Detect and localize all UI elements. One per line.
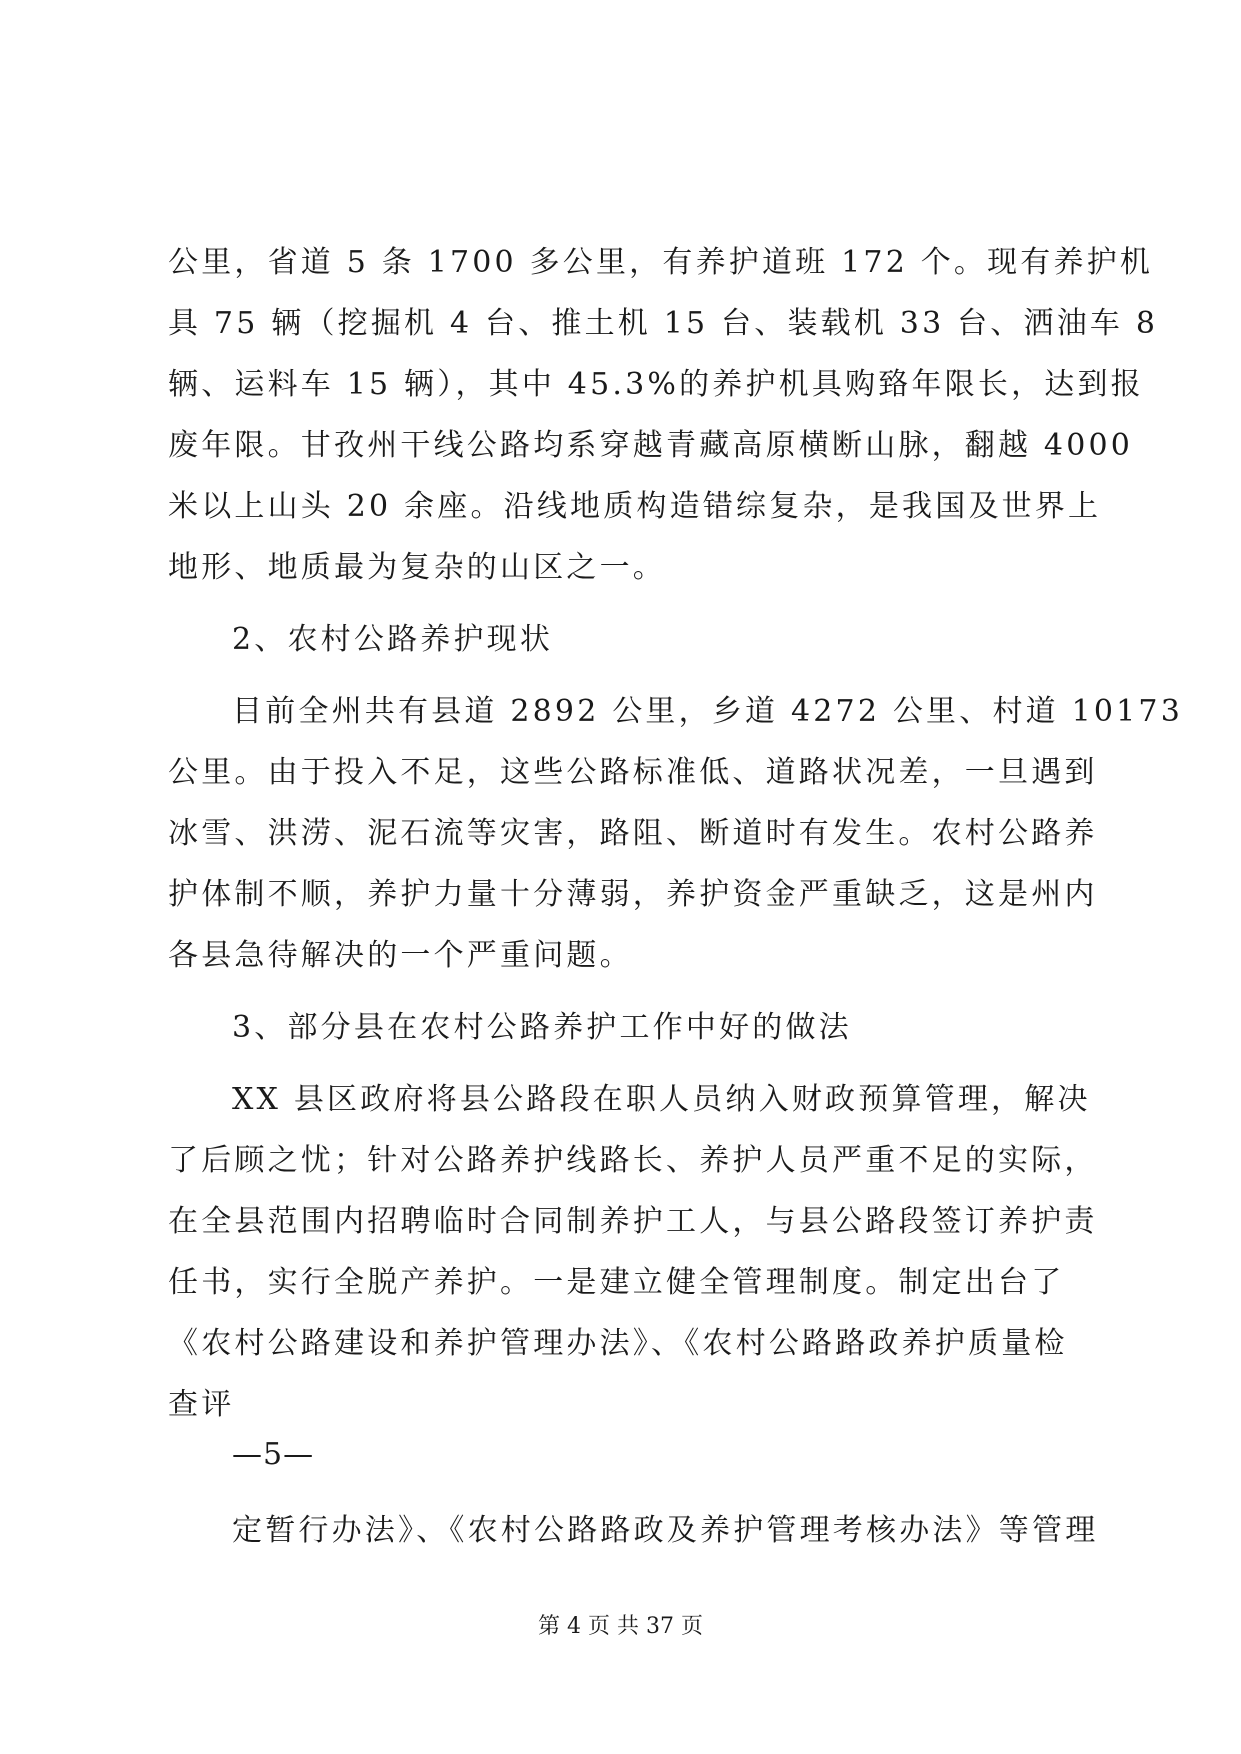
body-text — [168, 232, 1184, 1435]
text-line: 护体制不顺，养护力量十分薄弱，养护资金严重缺乏，这是州内 — [168, 877, 1098, 912]
text-line: 具 75 辆（挖掘机 4 台、推土机 15 台、装载机 33 台、洒油车 8 — [168, 306, 1159, 341]
page-footer: 第 4 页 共 37 页 — [538, 1614, 703, 1639]
text-line: 查评 — [168, 1387, 235, 1422]
text-line: 废年限。甘孜州干线公路均系穿越青藏高原横断山脉，翻越 4000 — [168, 428, 1134, 463]
text-line: 冰雪、洪涝、泥石流等灾害，路阻、断道时有发生。农村公路养 — [168, 816, 1098, 851]
text-line: XX 县区政府将县公路段在职人员纳入财政预算管理，解决 — [232, 1082, 1091, 1117]
text-line: 目前全州共有县道 2892 公里，乡道 4272 公里、村道 10173 — [232, 694, 1184, 729]
text-line: 各县急待解决的一个严重问题。 — [168, 938, 633, 973]
section-heading-3: 3、部分县在农村公路养护工作中好的做法 — [232, 1010, 852, 1045]
text-line: 公里。由于投入不足，这些公路标准低、道路状况差，一旦遇到 — [168, 755, 1098, 790]
text-line: 辆、运料车 15 辆），其中 45.3%的养护机具购臵年限长，达到报 — [168, 367, 1144, 402]
text-line: 任书，实行全脱产养护。一是建立健全管理制度。制定出台了 — [168, 1265, 1065, 1300]
text-line: 在全县范围内招聘临时合同制养护工人，与县公路段签订养护责 — [168, 1204, 1098, 1239]
text-line: 米以上山头 20 余座。沿线地质构造错综复杂，是我国及世界上 — [168, 489, 1102, 524]
text-line: 了后顾之忧；针对公路养护线路长、养护人员严重不足的实际， — [168, 1143, 1098, 1178]
text-line: 地形、地质最为复杂的山区之一。 — [168, 550, 666, 585]
text-line: 《农村公路建设和养护管理办法》、《农村公路路政养护质量检 — [168, 1326, 1068, 1361]
text-line: 公里，省道 5 条 1700 多公里，有养护道班 172 个。现有养护机 — [168, 245, 1154, 280]
inline-page-number: —5— — [232, 1437, 315, 1472]
section-heading-2: 2、农村公路养护现状 — [232, 622, 554, 657]
continuation-line: 定暂行办法》、《农村公路路政及养护管理考核办法》等管理 — [232, 1513, 1099, 1548]
